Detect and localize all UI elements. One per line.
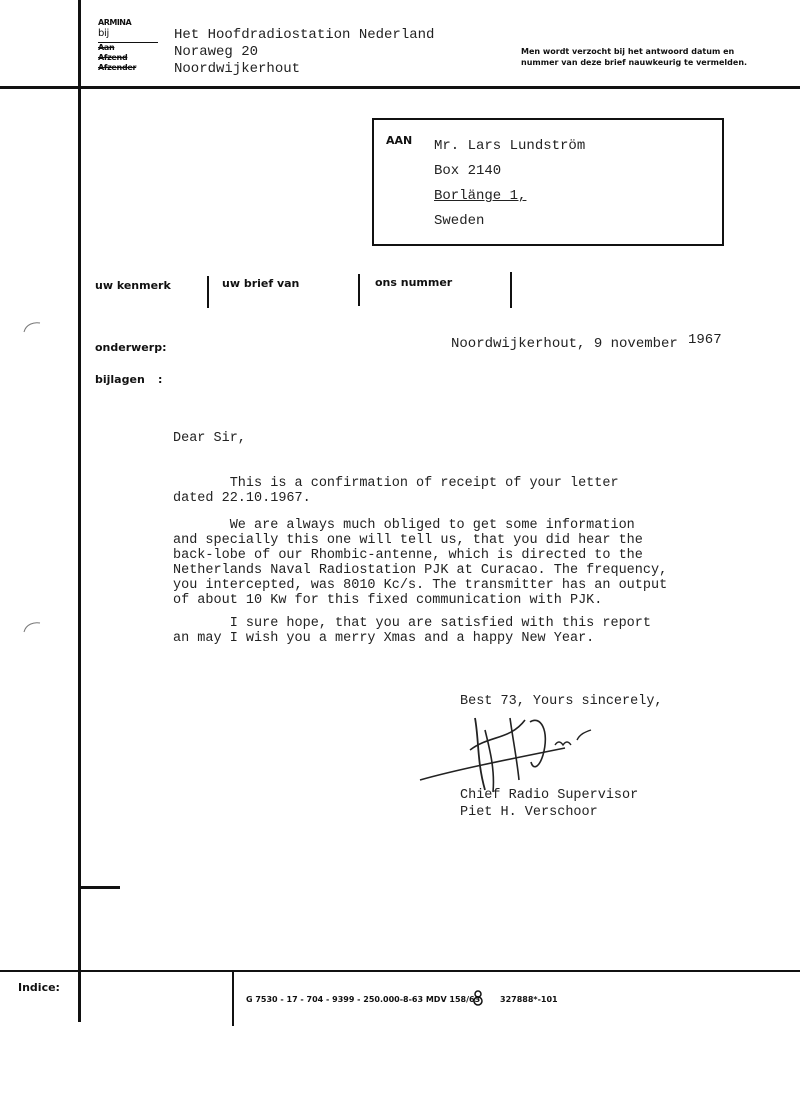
notice-line-2: nummer van deze brief nauwkeurig te vermelden. bbox=[521, 58, 748, 67]
sender-name: Het Hoofdradiostation Nederland bbox=[174, 27, 435, 43]
label-block-line: Afzender bbox=[98, 63, 137, 72]
bijlagen-label: bijlagen bbox=[95, 373, 145, 386]
header-rule bbox=[0, 86, 800, 89]
reply-notice bbox=[521, 46, 747, 68]
field-separator bbox=[207, 276, 209, 308]
field-separator bbox=[510, 272, 512, 308]
sender-address bbox=[174, 27, 434, 78]
signer-name: Piet H. Verschoor bbox=[460, 805, 598, 820]
footer-rule bbox=[0, 970, 800, 972]
salutation: Dear Sir, bbox=[173, 431, 246, 446]
address-label: AAN bbox=[386, 134, 413, 147]
uw-kenmerk-label: uw kenmerk bbox=[95, 279, 171, 292]
body-line: Netherlands Naval Radiostation PJK at Curacao. The frequency, bbox=[173, 563, 668, 578]
body-line: back-lobe of our Rhombic-antenne, which is directed to the bbox=[173, 548, 643, 563]
paragraph-1 bbox=[173, 476, 619, 506]
recipient-city: Borlänge 1, bbox=[434, 188, 527, 204]
left-margin-rule bbox=[78, 0, 81, 1022]
printer-mark-icon bbox=[471, 990, 485, 1006]
form-code: G 7530 - 17 - 704 - 9399 - 250.000-8-63 MDV 158/63 bbox=[246, 995, 481, 1004]
punch-hole-mark bbox=[22, 620, 42, 634]
recipient-country: Sweden bbox=[434, 213, 485, 229]
body-line: and specially this one will tell us, that you did hear the bbox=[173, 533, 643, 548]
date-year: 1967 bbox=[688, 332, 722, 348]
header-label-block bbox=[98, 18, 154, 73]
fold-mark bbox=[78, 886, 120, 889]
body-line: dated 22.10.1967. bbox=[173, 491, 311, 506]
label-block-underline bbox=[98, 42, 158, 43]
body-line: of about 10 Kw for this fixed communication with PJK. bbox=[173, 593, 603, 608]
signer-title: Chief Radio Supervisor bbox=[460, 788, 639, 803]
date-line: Noordwijkerhout, 9 november bbox=[451, 336, 678, 352]
notice-line-1: Men wordt verzocht bij het antwoord datum en bbox=[521, 47, 735, 56]
body-line: This is a confirmation of receipt of your letter bbox=[173, 476, 619, 491]
handwritten-signature bbox=[415, 700, 615, 795]
form-code-2: 327888*-101 bbox=[500, 995, 558, 1004]
bijlagen-colon: : bbox=[158, 373, 163, 386]
body-line: an may I wish you a merry Xmas and a happy New Year. bbox=[173, 631, 595, 646]
punch-hole-mark bbox=[22, 320, 42, 334]
field-separator bbox=[358, 274, 360, 306]
uw-brief-van-label: uw brief van bbox=[222, 277, 300, 290]
recipient-address bbox=[434, 134, 585, 234]
paragraph-3 bbox=[173, 616, 651, 646]
recipient-box: Box 2140 bbox=[434, 163, 502, 179]
recipient-name: Mr. Lars Lundström bbox=[434, 138, 586, 154]
onderwerp-label: onderwerp: bbox=[95, 341, 167, 354]
indice-label: Indice: bbox=[18, 981, 60, 994]
label-block-line: bij bbox=[98, 28, 110, 39]
paragraph-2 bbox=[173, 518, 667, 608]
closing: Best 73, Yours sincerely, bbox=[460, 694, 663, 709]
sender-street: Noraweg 20 bbox=[174, 44, 259, 60]
footer-divider bbox=[232, 970, 234, 1026]
label-block-line: ARMINA bbox=[98, 18, 132, 27]
body-line: We are always much obliged to get some information bbox=[173, 518, 635, 533]
label-block-line: Aan bbox=[98, 43, 115, 52]
ons-nummer-label: ons nummer bbox=[375, 276, 453, 289]
body-line: you intercepted, was 8010 Kc/s. The transmitter has an output bbox=[173, 578, 668, 593]
label-block-line: Afzend bbox=[98, 53, 128, 62]
body-line: I sure hope, that you are satisfied with this report bbox=[173, 616, 651, 631]
sender-city: Noordwijkerhout bbox=[174, 61, 301, 77]
